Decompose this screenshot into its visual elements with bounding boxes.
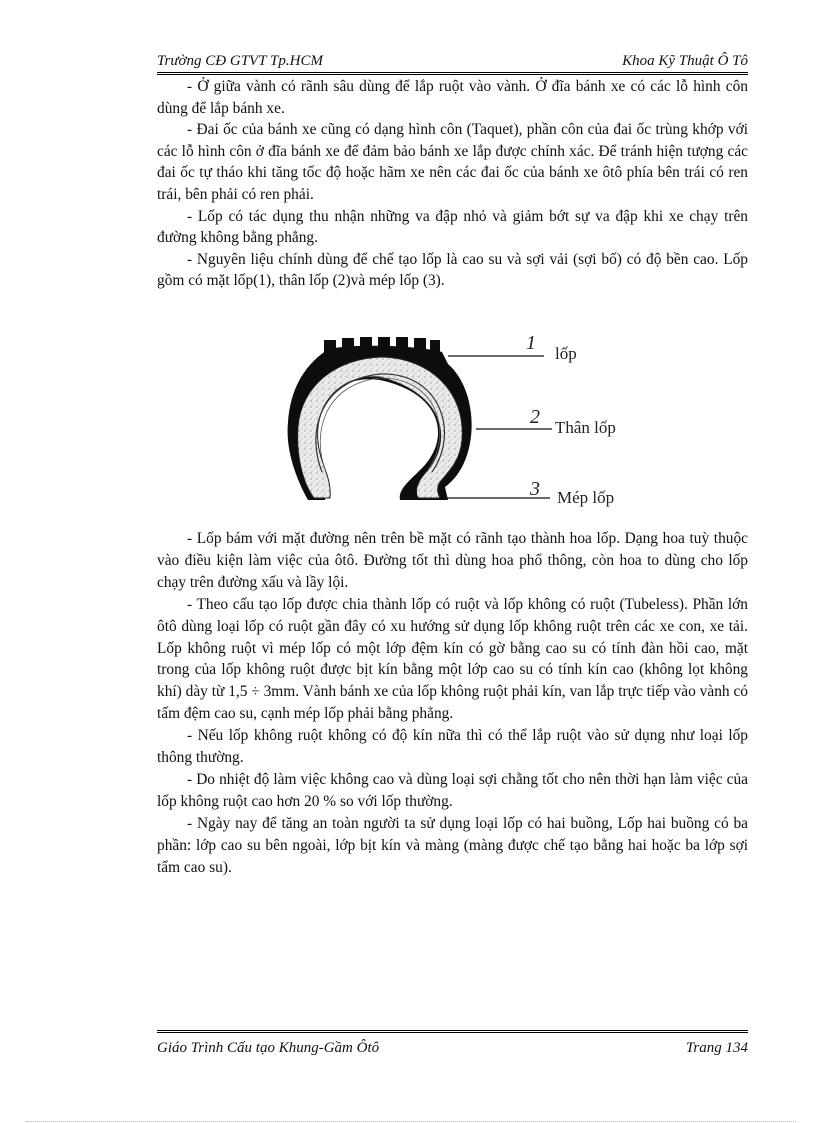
header-school: Trường CĐ GTVT Tp.HCM [157,53,323,69]
page-header [157,50,748,75]
paragraph: - Theo cấu tạo lốp được chia thành lốp có ruột và lốp không có ruột (Tubeless). Phần lớn ôtô dùng loại lốp có ruột gần đây có xu hướng sử dụng lốp không ruột trên các xe con, xe tải. Lốp không ruột vì mép lốp có một lớp đệm kín có gờ bằng cao su có tính đàn hồi cao, mặt trong của lốp không ruột được bịt kín bằng một lớp cao su có tính kín cao (không lọt không khí) dày từ 1,5 ÷ 3mm. Vành bánh xe của lốp không ruột phải kín, van lắp trực tiếp vào vành có tấm đệm cao su, cạnh mép lốp phải bằng phẳng. [157,595,748,723]
paragraph: - Đai ốc của bánh xe cũng có dạng hình côn (Taquet), phần côn của đai ốc trùng khớp với các lỗ hình côn ở đĩa bánh xe để đảm bảo bánh xe lắp được chính xác. Để tránh hiện tượng các đai ốc tự tháo khi tăng tốc độ hoặc hãm xe nên các đai ốc của bánh xe ôtô phía bên trái có ren trái, bên phải có ren phải. [157,121,748,203]
label-lop: lốp [555,344,577,363]
label-number-2: 2 [530,406,540,428]
page-footer [157,1030,748,1059]
body-text-top [157,76,748,292]
tire-cross-section-figure [280,322,660,522]
paragraph: - Lốp có tác dụng thu nhận những va đập nhỏ và giảm bớt sự va đập khi xe chạy trên đường không bằng phẳng. [157,207,748,247]
label-than-lop: Thân lốp [555,418,616,437]
footer-page-number: Trang 134 [685,1040,748,1056]
footer-book-title: Giáo Trình Cấu tạo Khung-Gầm Ôtô [157,1040,380,1056]
paragraph: - Ở giữa vành có rãnh sâu dùng để lắp ruột vào vành. Ở đĩa bánh xe có các lỗ hình côn dùng để lắp bánh xe. [157,78,748,117]
paragraph: - Lốp bám với mặt đường nên trên bề mặt có rãnh tạo thành hoa lốp. Dạng hoa tuỳ thuộc vào điều kiện làm việc của ôtô. Đường tốt thì dùng hoa phổ thông, còn hoa to dùng cho lốp chạy trên đường xấu và lầy lội. [157,530,748,591]
paragraph: - Nguyên liệu chính dùng để chế tạo lốp là cao su và sợi vải (sợi bố) có độ bền cao. Lốp gồm có mặt lốp(1), thân lốp (2)và mép lốp (3). [157,250,748,290]
paragraph: - Do nhiệt độ làm việc không cao và dùng loại sợi chằng tốt cho nên thời hạn làm việc của lốp không ruột cao hơn 20 % so với lốp thường. [157,770,748,810]
body-text-bottom [157,528,748,879]
paragraph: - Ngày nay để tăng an toàn người ta sử dụng loại lốp có hai buồng, Lốp hai buồng có ba phần: lớp cao su bên ngoài, lớp bịt kín và màng (màng được chế tạo bằng hai hoặc ba lớp sợi tẩm cao su). [157,814,748,876]
label-mep-lop: Mép lốp [557,488,615,507]
label-number-3: 3 [530,478,540,500]
paragraph: - Nếu lốp không ruột không có độ kín nữa thì có thể lắp ruột vào sử dụng như loại lốp thông thường. [157,727,748,767]
label-number-1: 1 [526,332,536,354]
page-edge-divider [26,1121,796,1122]
header-department: Khoa Kỹ Thuật Ô Tô [622,53,748,69]
